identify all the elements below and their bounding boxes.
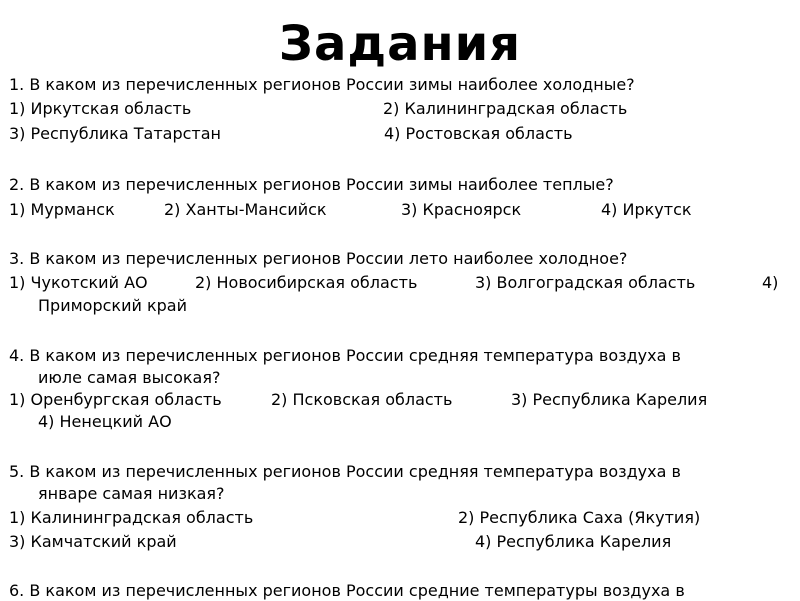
question-2-option-2: 2) Ханты-Мансийск	[164, 200, 327, 219]
question-1-option-3: 3) Республика Татарстан	[9, 124, 222, 143]
question-4-option-4: 4) Ненецкий АО	[38, 412, 172, 431]
question-5-option-2: 2) Республика Саха (Якутия)	[458, 508, 701, 527]
question-2-option-4: 4) Иркутск	[601, 200, 692, 219]
question-4-text-line-1: 4. В каком из перечисленных регионов России средняя температура воздуха в	[9, 346, 681, 365]
question-1-option-2: 2) Калининградская область	[383, 99, 628, 118]
question-2-option-3: 3) Красноярск	[401, 200, 522, 219]
question-3-text: 3. В каком из перечисленных регионов России лето наиболее холодное?	[9, 249, 628, 268]
question-1-option-1: 1) Иркутская область	[9, 99, 192, 118]
question-4-option-3: 3) Республика Карелия	[511, 390, 708, 409]
question-5-text-line-2: январе самая низкая?	[38, 484, 225, 503]
question-2-text: 2. В каком из перечисленных регионов России зимы наиболее теплые?	[9, 175, 614, 194]
question-3-option-3: 3) Волгоградская область	[475, 273, 696, 292]
question-5-option-3: 3) Камчатский край	[9, 532, 177, 551]
question-5-option-4: 4) Республика Карелия	[475, 532, 672, 551]
question-3-option-1: 1) Чукотский АО	[9, 273, 148, 292]
question-5-option-1: 1) Калининградская область	[9, 508, 254, 527]
question-3-option-4-text: Приморский край	[38, 296, 187, 315]
question-4-text-line-2: июле самая высокая?	[38, 368, 221, 387]
question-5-text-line-1: 5. В каком из перечисленных регионов России средняя температура воздуха в	[9, 462, 681, 481]
question-6-text: 6. В каком из перечисленных регионов России средние температуры воздуха в	[9, 581, 685, 600]
question-4-option-2: 2) Псковская область	[271, 390, 453, 409]
question-3-option-2: 2) Новосибирская область	[195, 273, 418, 292]
question-1-text: 1. В каком из перечисленных регионов России зимы наиболее холодные?	[9, 75, 635, 94]
question-1-option-4: 4) Ростовская область	[384, 124, 573, 143]
question-3-option-4-number: 4)	[762, 273, 779, 292]
page-title: Задания	[278, 16, 522, 72]
question-2-option-1: 1) Мурманск	[9, 200, 115, 219]
question-4-option-1: 1) Оренбургская область	[9, 390, 222, 409]
